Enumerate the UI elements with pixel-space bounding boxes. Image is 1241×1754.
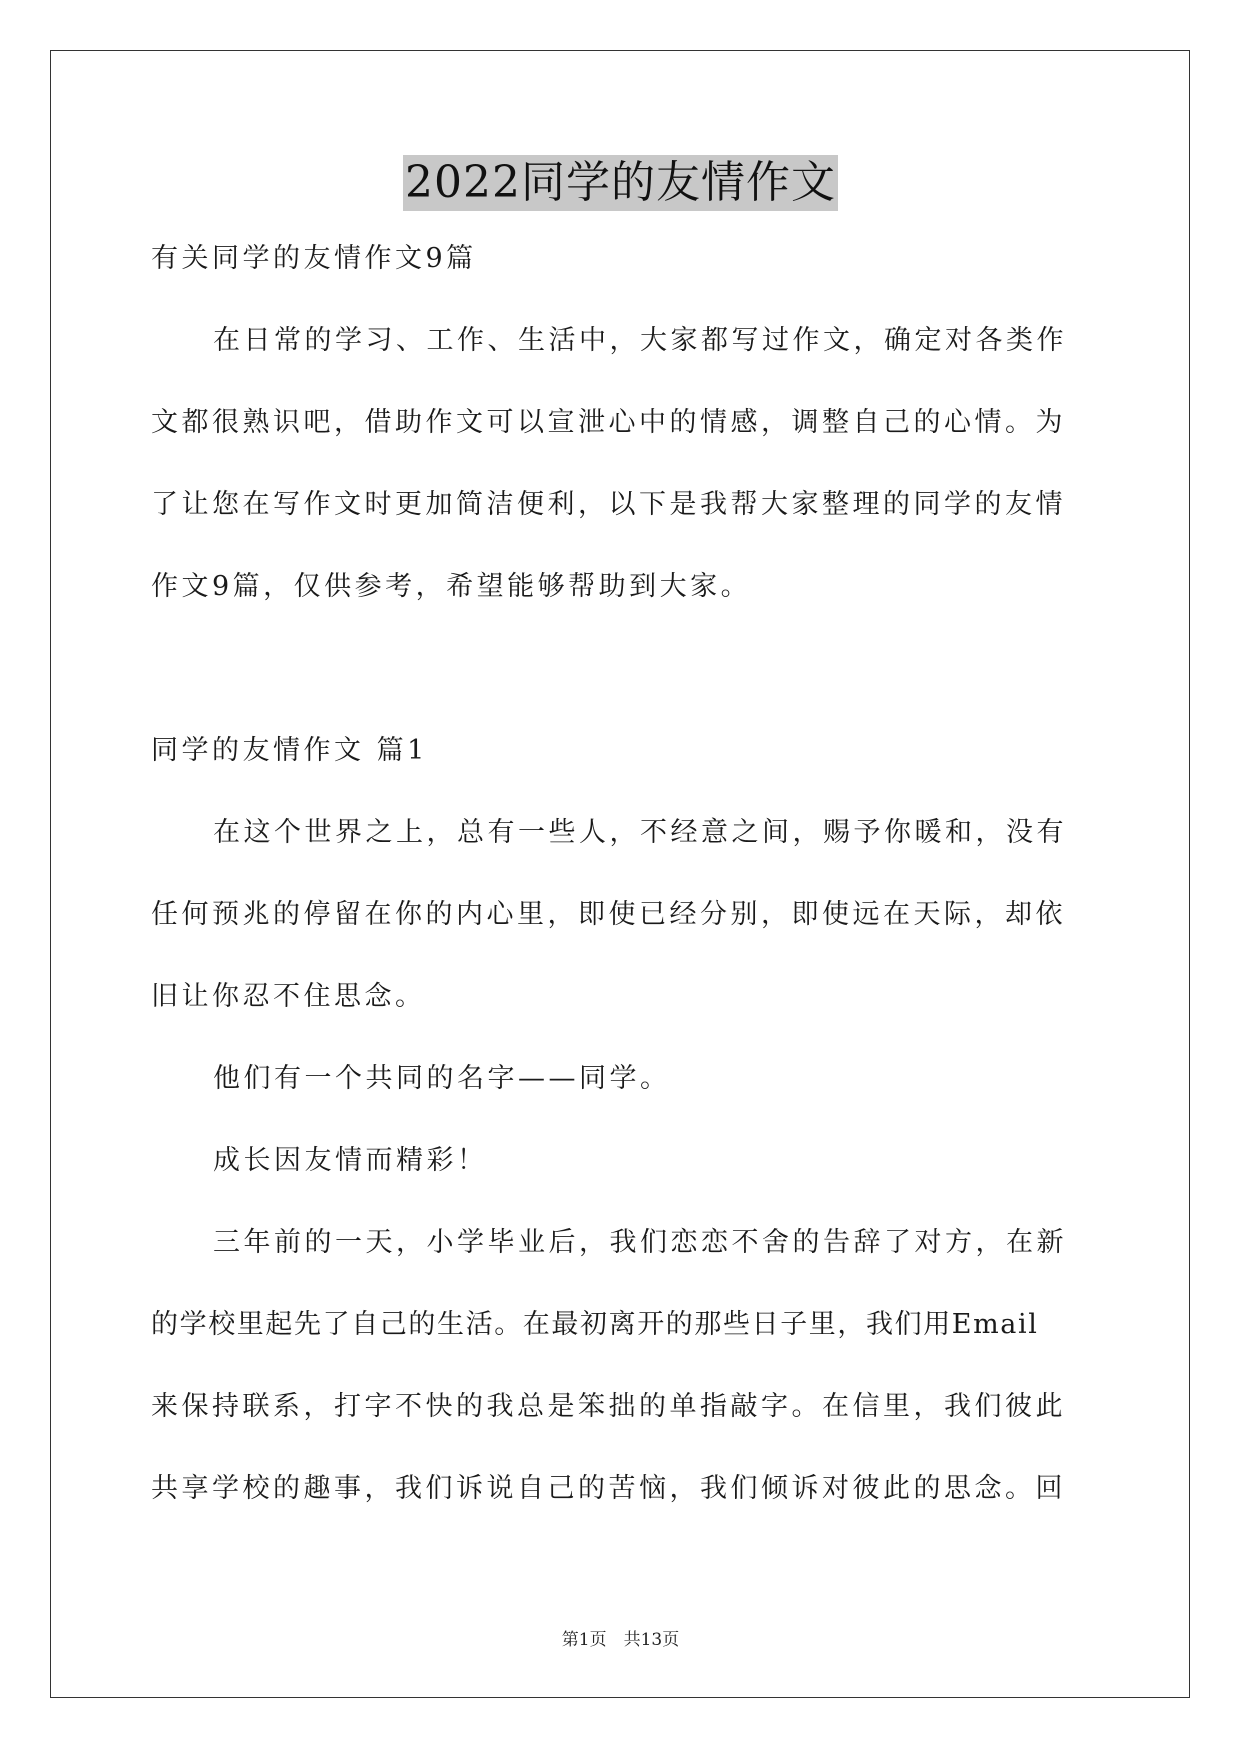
section-line: 三年前的一天，小学毕业后，我们恋恋不舍的告辞了对方，在新 bbox=[213, 1227, 1067, 1258]
section-line: 成长因友情而精彩！ bbox=[213, 1145, 488, 1176]
section-line: 他们有一个共同的名字——同学。 bbox=[213, 1063, 671, 1094]
intro-line: 在日常的学习、工作、生活中，大家都写过作文，确定对各类作 bbox=[213, 325, 1067, 356]
spacer bbox=[151, 646, 1091, 728]
intro-line: 作文9篇，仅供参考，希望能够帮助到大家。 bbox=[151, 571, 752, 602]
intro-line: 了让您在写作文时更加简洁便利，以下是我帮大家整理的同学的友情 bbox=[151, 489, 1066, 520]
section-line: 旧让你忍不住思念。 bbox=[151, 981, 426, 1012]
document-title: 2022同学的友情作文 bbox=[403, 155, 838, 211]
page-number-label: 第1页 共13页 bbox=[561, 1630, 680, 1650]
document-body bbox=[151, 236, 1091, 1548]
page-footer bbox=[0, 1625, 1241, 1650]
section-heading: 同学的友情作文 篇1 bbox=[151, 735, 428, 766]
title-container bbox=[0, 155, 1241, 211]
section-line: 任何预兆的停留在你的内心里，即使已经分别，即使远在天际，却依 bbox=[151, 899, 1066, 930]
intro-line: 文都很熟识吧，借助作文可以宣泄心中的情感，调整自己的心情。为 bbox=[151, 407, 1066, 438]
section-line: 共享学校的趣事，我们诉说自己的苦恼，我们倾诉对彼此的思念。回 bbox=[151, 1473, 1066, 1504]
section-line: 的学校里起先了自己的生活。在最初离开的那些日子里，我们用Email bbox=[151, 1309, 1039, 1340]
document-subtitle: 有关同学的友情作文9篇 bbox=[151, 243, 477, 274]
section-line: 在这个世界之上，总有一些人，不经意之间，赐予你暖和，没有 bbox=[213, 817, 1067, 848]
section-line: 来保持联系，打字不快的我总是笨拙的单指敲字。在信里，我们彼此 bbox=[151, 1391, 1066, 1422]
